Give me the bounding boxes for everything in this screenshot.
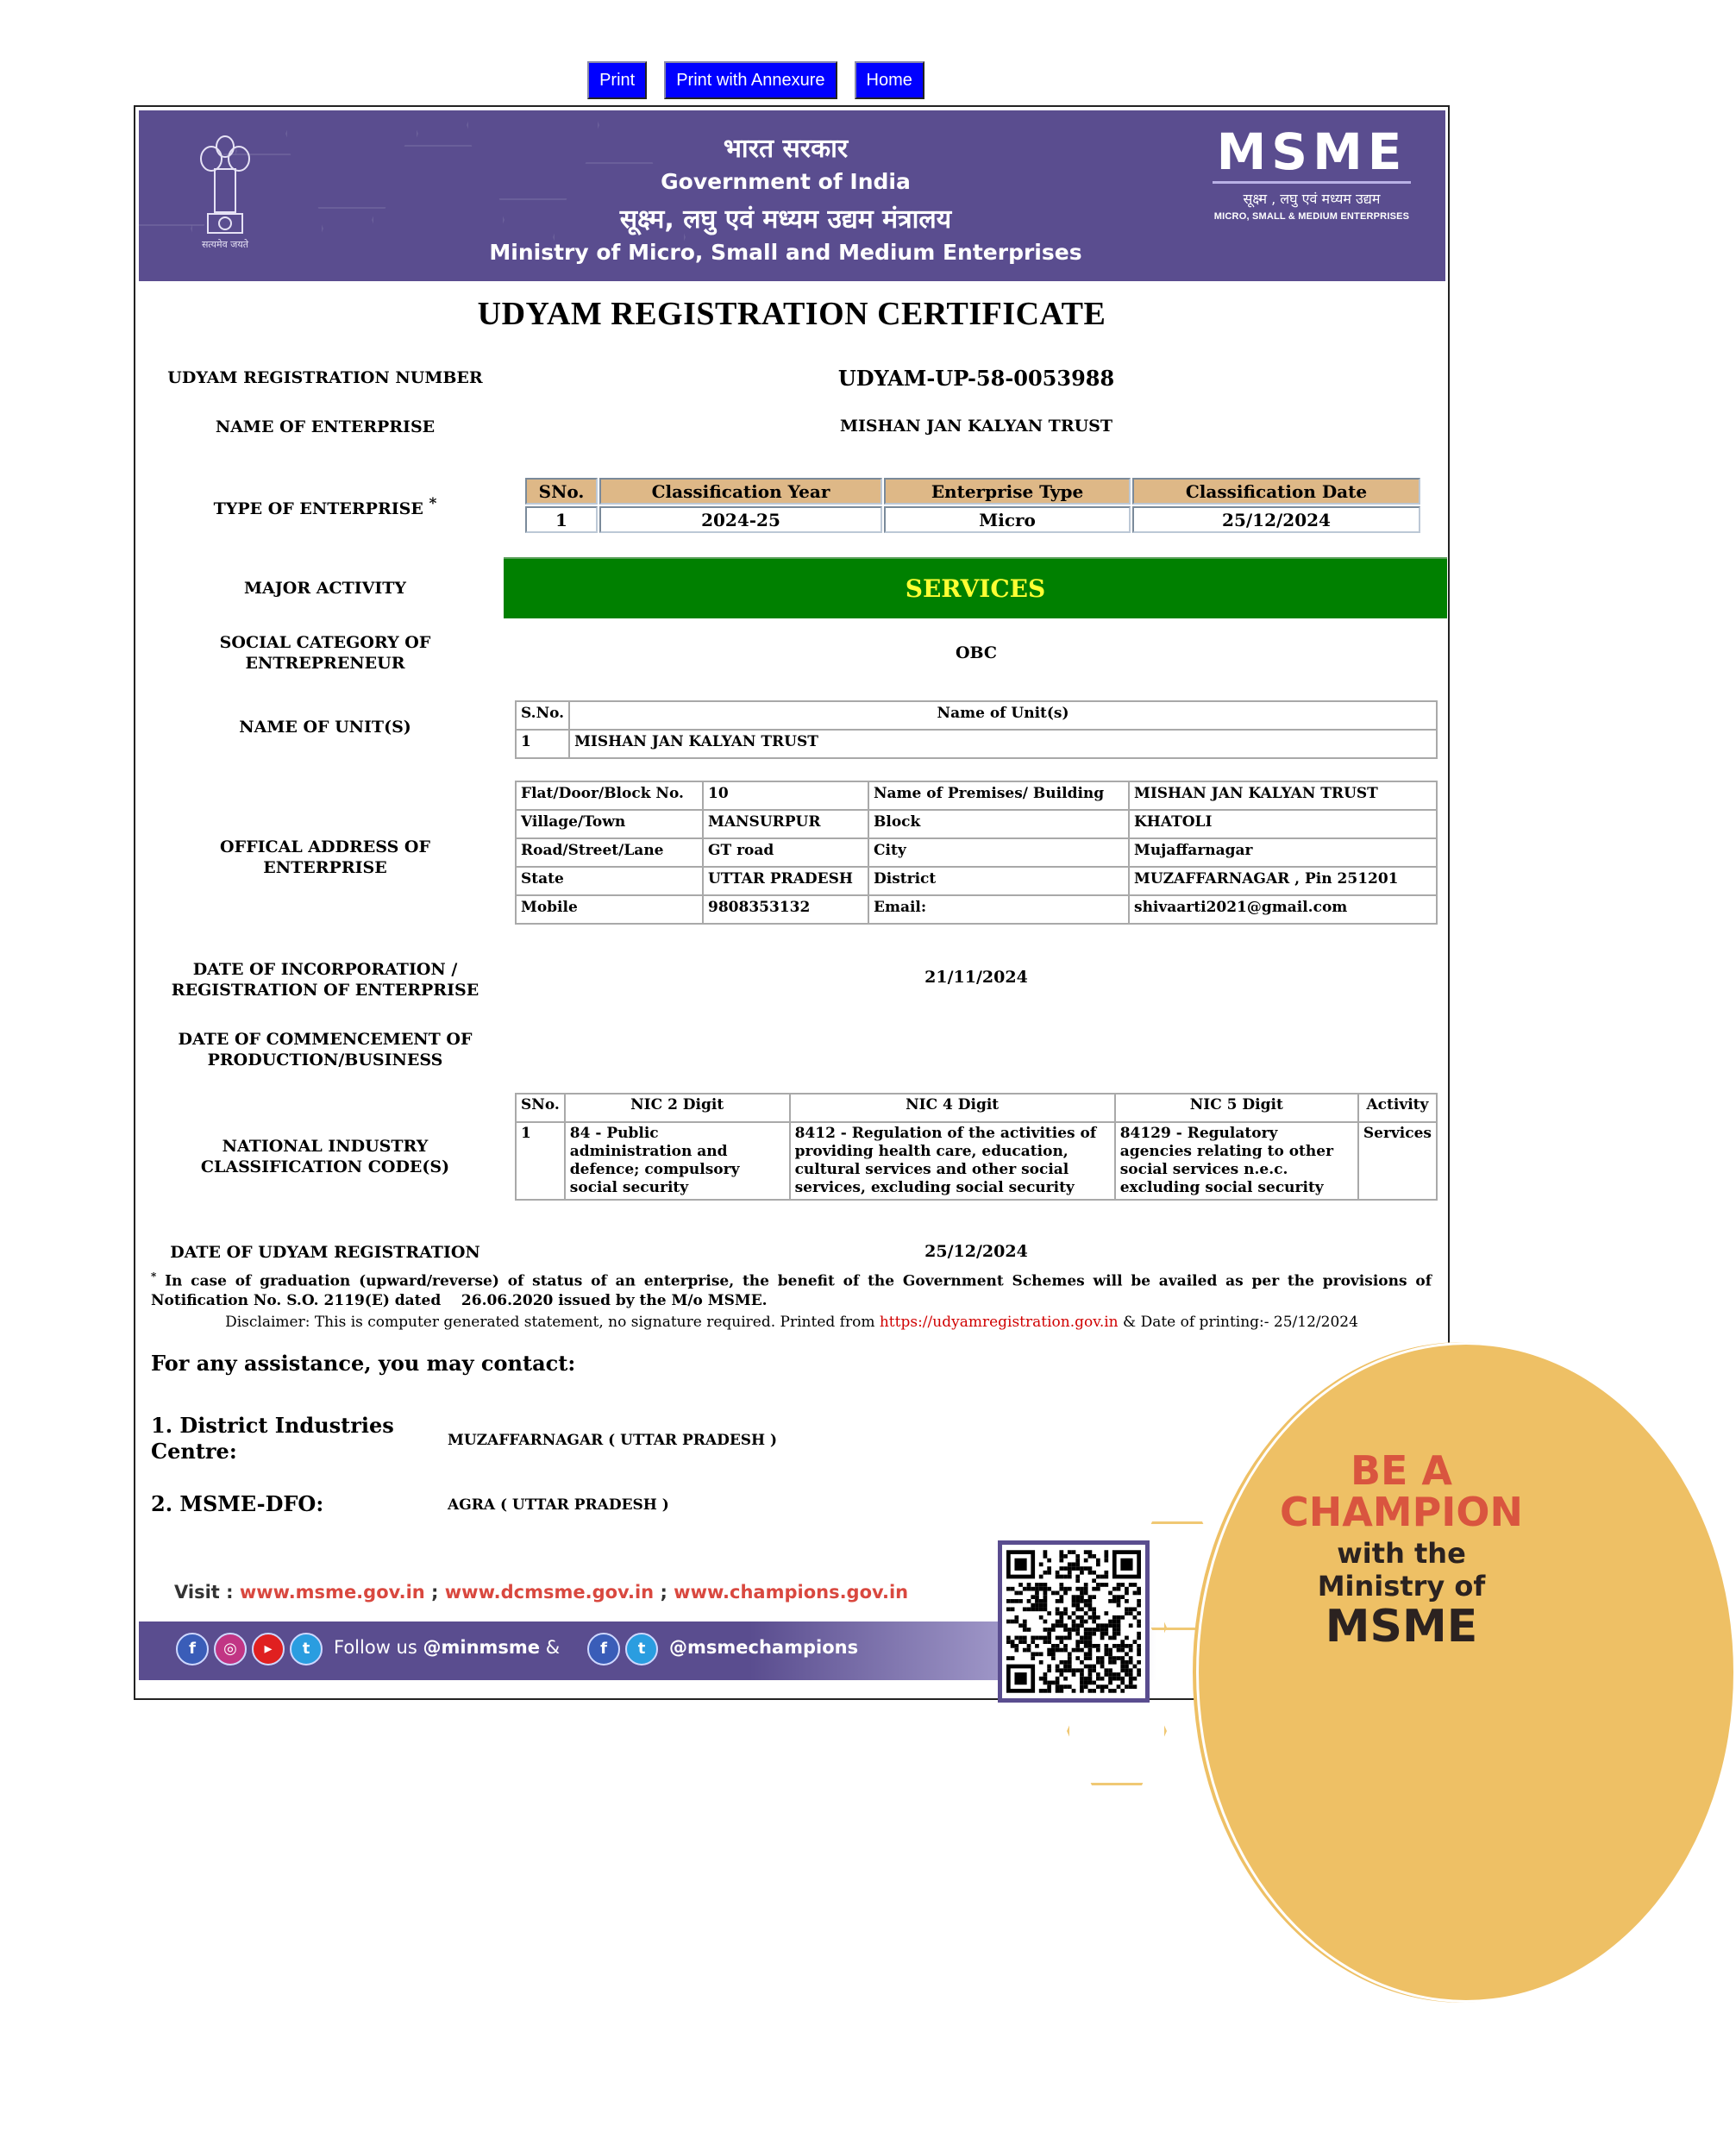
visit-label: Visit : xyxy=(174,1582,240,1603)
home-button[interactable]: Home xyxy=(855,61,924,99)
address-field-value: KHATOLI xyxy=(1129,810,1437,838)
champ-line3: with the xyxy=(1337,1537,1466,1570)
banner-gov: Government of India xyxy=(661,169,911,194)
address-field-label: Block xyxy=(868,810,1129,838)
address-field-label: Village/Town xyxy=(516,810,703,838)
address-row xyxy=(516,781,1437,810)
address-field-label: Mobile xyxy=(516,895,703,924)
toolbar xyxy=(0,61,1512,99)
address-field-label: City xyxy=(868,838,1129,867)
commencement-label-line2: PRODUCTION/BUSINESS xyxy=(207,1051,443,1070)
incorporation-date: 21/11/2024 xyxy=(924,968,1028,987)
address-label-line2: ENTERPRISE xyxy=(263,858,387,877)
address-field-label: District xyxy=(868,867,1129,895)
nic-label-line2: CLASSIFICATION CODE(S) xyxy=(200,1157,450,1176)
note-asterisk: * xyxy=(151,1270,157,1283)
classification-row xyxy=(525,506,1420,533)
address-field-value: MISHAN JAN KALYAN TRUST xyxy=(1129,781,1437,810)
visit-links xyxy=(174,1582,908,1603)
address-field-value: 10 xyxy=(703,781,868,810)
commencement-label xyxy=(144,1029,506,1070)
champ-line2: CHAMPION xyxy=(1279,1489,1524,1535)
msme-gov-link[interactable]: www.msme.gov.in xyxy=(239,1582,425,1603)
minmsme-handle[interactable]: @minmsme xyxy=(423,1637,541,1658)
udyam-date-label: DATE OF UDYAM REGISTRATION xyxy=(170,1243,480,1262)
classification-cell: 2024-25 xyxy=(599,506,882,533)
address-field-value: GT road xyxy=(703,838,868,867)
print-button[interactable]: Print xyxy=(587,61,647,99)
address-field-label: Flat/Door/Block No. xyxy=(516,781,703,810)
incorporation-label-line2: REGISTRATION OF ENTERPRISE xyxy=(171,981,479,1000)
msme-logo-word: MSME xyxy=(1216,122,1407,181)
address-field-label: Road/Street/Lane xyxy=(516,838,703,867)
address-row xyxy=(516,810,1437,838)
facebook-icon[interactable]: f xyxy=(587,1633,620,1665)
classification-header-cell: SNo. xyxy=(525,478,598,505)
banner-hindi-ministry: सूक्ष्म, लघु एवं मध्यम उद्यम मंत्रालय xyxy=(619,204,952,235)
classification-header-cell: Classification Date xyxy=(1132,478,1420,505)
twitter-icon[interactable]: t xyxy=(290,1633,323,1665)
nic-header-cell: NIC 2 Digit xyxy=(565,1094,790,1122)
dfo-label: 2. MSME-DFO: xyxy=(151,1491,324,1516)
nic-row xyxy=(516,1122,1437,1200)
ministry-banner xyxy=(139,110,1445,281)
champion-promo xyxy=(1196,1342,1524,1785)
udyam-portal-link[interactable]: https://udyamregistration.gov.in xyxy=(879,1314,1119,1331)
champ-line4: Ministry of xyxy=(1317,1570,1486,1603)
units-table xyxy=(515,700,1438,759)
major-activity-label: MAJOR ACTIVITY xyxy=(244,579,406,598)
qr-code xyxy=(998,1540,1150,1703)
address-field-label: Email: xyxy=(868,895,1129,924)
graduation-note xyxy=(151,1267,1437,1310)
classification-cell: 1 xyxy=(525,506,598,533)
major-activity-value: SERVICES xyxy=(504,557,1447,618)
classification-header-cell: Classification Year xyxy=(599,478,882,505)
champions-link[interactable]: www.champions.gov.in xyxy=(674,1582,909,1603)
msme-logo-sub: MICRO, SMALL & MEDIUM ENTERPRISES xyxy=(1213,211,1410,222)
youtube-icon[interactable]: ▸ xyxy=(252,1633,285,1665)
incorporation-label-line1: DATE OF INCORPORATION / xyxy=(192,960,458,979)
banner-hindi-gov: भारत सरकार xyxy=(723,134,849,164)
classification-header-row xyxy=(525,478,1420,505)
nic-cell: 84 - Public administration and defence; compulsory social security xyxy=(565,1122,790,1200)
facebook-icon[interactable]: f xyxy=(176,1633,209,1665)
address-table xyxy=(515,781,1438,925)
classification-table xyxy=(523,476,1422,535)
certificate-title: UDYAM REGISTRATION CERTIFICATE xyxy=(477,296,1106,332)
units-header-cell: Name of Unit(s) xyxy=(569,701,1437,730)
instagram-icon[interactable]: ◎ xyxy=(214,1633,247,1665)
enterprise-name-label: NAME OF ENTERPRISE xyxy=(215,417,436,436)
follow-amp: & xyxy=(540,1637,561,1658)
nic-header-cell: Activity xyxy=(1358,1094,1437,1122)
nic-label xyxy=(144,1136,506,1177)
nic-cell: 84129 - Regulatory agencies relating to other social services n.e.c. excluding social security xyxy=(1115,1122,1358,1200)
address-field-value: UTTAR PRADESH xyxy=(703,867,868,895)
units-cell: MISHAN JAN KALYAN TRUST xyxy=(569,730,1437,758)
classification-cell: Micro xyxy=(884,506,1131,533)
address-row xyxy=(516,838,1437,867)
nic-header-cell: NIC 5 Digit xyxy=(1115,1094,1358,1122)
follow-label: Follow us xyxy=(334,1637,423,1658)
address-field-value: 9808353132 xyxy=(703,895,868,924)
address-field-value: shivaarti2021@gmail.com xyxy=(1129,895,1437,924)
units-header-cell: S.No. xyxy=(516,701,569,730)
address-field-label: State xyxy=(516,867,703,895)
msme-logo-hindi: सूक्ष्म , लघु एवं मध्यम उद्यम xyxy=(1243,191,1381,207)
disclaimer xyxy=(135,1314,1448,1331)
disclaimer-text: Disclaimer: This is computer generated statement, no signature required. Printed from xyxy=(225,1314,880,1331)
address-field-value: Mujaffarnagar xyxy=(1129,838,1437,867)
udyam-date-value: 25/12/2024 xyxy=(924,1242,1028,1261)
nic-table xyxy=(515,1093,1438,1201)
certificate-frame xyxy=(134,105,1524,1700)
nic-header-cell: NIC 4 Digit xyxy=(790,1094,1115,1122)
social-category-label xyxy=(144,632,506,674)
type-asterisk: * xyxy=(429,495,437,512)
dic-label: 1. District Industries Centre: xyxy=(151,1413,394,1464)
dfo-value: AGRA ( UTTAR PRADESH ) xyxy=(448,1496,669,1514)
dic-value: MUZAFFARNAGAR ( UTTAR PRADESH ) xyxy=(448,1432,778,1449)
msmechampions-handle[interactable]: @msmechampions xyxy=(669,1637,859,1658)
reg-number-value: UDYAM-UP-58-0053988 xyxy=(837,366,1115,391)
type-of-enterprise-label xyxy=(144,495,506,519)
units-row xyxy=(516,730,1437,758)
type-label-text: TYPE OF ENTERPRISE xyxy=(213,499,423,518)
social-label-line2: ENTREPRENEUR xyxy=(245,654,405,673)
address-field-label: Name of Premises/ Building xyxy=(868,781,1129,810)
commencement-label-line1: DATE OF COMMENCEMENT OF xyxy=(178,1030,473,1049)
nic-cell: 1 xyxy=(516,1122,565,1200)
assistance-heading: For any assistance, you may contact: xyxy=(151,1351,576,1376)
dcmsme-link[interactable]: www.dcmsme.gov.in xyxy=(444,1582,655,1603)
nic-label-line1: NATIONAL INDUSTRY xyxy=(222,1137,429,1156)
champ-line1: BE A xyxy=(1350,1447,1453,1494)
note-text: In case of graduation (upward/reverse) of status of an enterprise, the benefit of the Government Schemes will be availed as per the provisions of Notification No. S.O. 2119(E) dated 26.06.2020 issued by the M/o MSME. xyxy=(151,1272,1437,1309)
address-row xyxy=(516,867,1437,895)
nic-header-row xyxy=(516,1094,1437,1122)
champ-line5: MSME xyxy=(1325,1601,1478,1653)
visit-separator: ; xyxy=(424,1582,445,1603)
banner-ministry: Ministry of Micro, Small and Medium Enterprises xyxy=(489,240,1082,265)
social-category-value: OBC xyxy=(955,643,998,662)
visit-separator: ; xyxy=(654,1582,674,1603)
reg-number-label: UDYAM REGISTRATION NUMBER xyxy=(167,368,483,387)
emblem-motto: सत्यमेव जयते xyxy=(201,239,248,250)
qr-code-pattern xyxy=(1006,1549,1141,1694)
units-cell: 1 xyxy=(516,730,569,758)
nic-cell: Services xyxy=(1358,1122,1437,1200)
address-label-line1: OFFICAL ADDRESS OF xyxy=(220,837,430,856)
address-label xyxy=(144,837,506,878)
classification-header-cell: Enterprise Type xyxy=(884,478,1131,505)
units-header-row xyxy=(516,701,1437,730)
address-field-value: MUZAFFARNAGAR , Pin 251201 xyxy=(1129,867,1437,895)
disclaimer-print-date: & Date of printing:- 25/12/2024 xyxy=(1118,1314,1358,1331)
print-with-annexure-button[interactable]: Print with Annexure xyxy=(664,61,837,99)
twitter-icon[interactable]: t xyxy=(625,1633,658,1665)
msme-logo xyxy=(1213,122,1411,222)
follow-text xyxy=(334,1637,560,1658)
nic-cell: 8412 - Regulation of the activities of providing health care, education, cultural services and other social services, excluding social security xyxy=(790,1122,1115,1200)
social-label-line1: SOCIAL CATEGORY OF xyxy=(219,633,431,652)
units-label: NAME OF UNIT(S) xyxy=(239,718,411,737)
address-row xyxy=(516,895,1437,924)
classification-cell: 25/12/2024 xyxy=(1132,506,1420,533)
enterprise-name-value: MISHAN JAN KALYAN TRUST xyxy=(839,417,1113,436)
incorporation-label xyxy=(144,959,506,1000)
address-field-value: MANSURPUR xyxy=(703,810,868,838)
nic-header-cell: SNo. xyxy=(516,1094,565,1122)
